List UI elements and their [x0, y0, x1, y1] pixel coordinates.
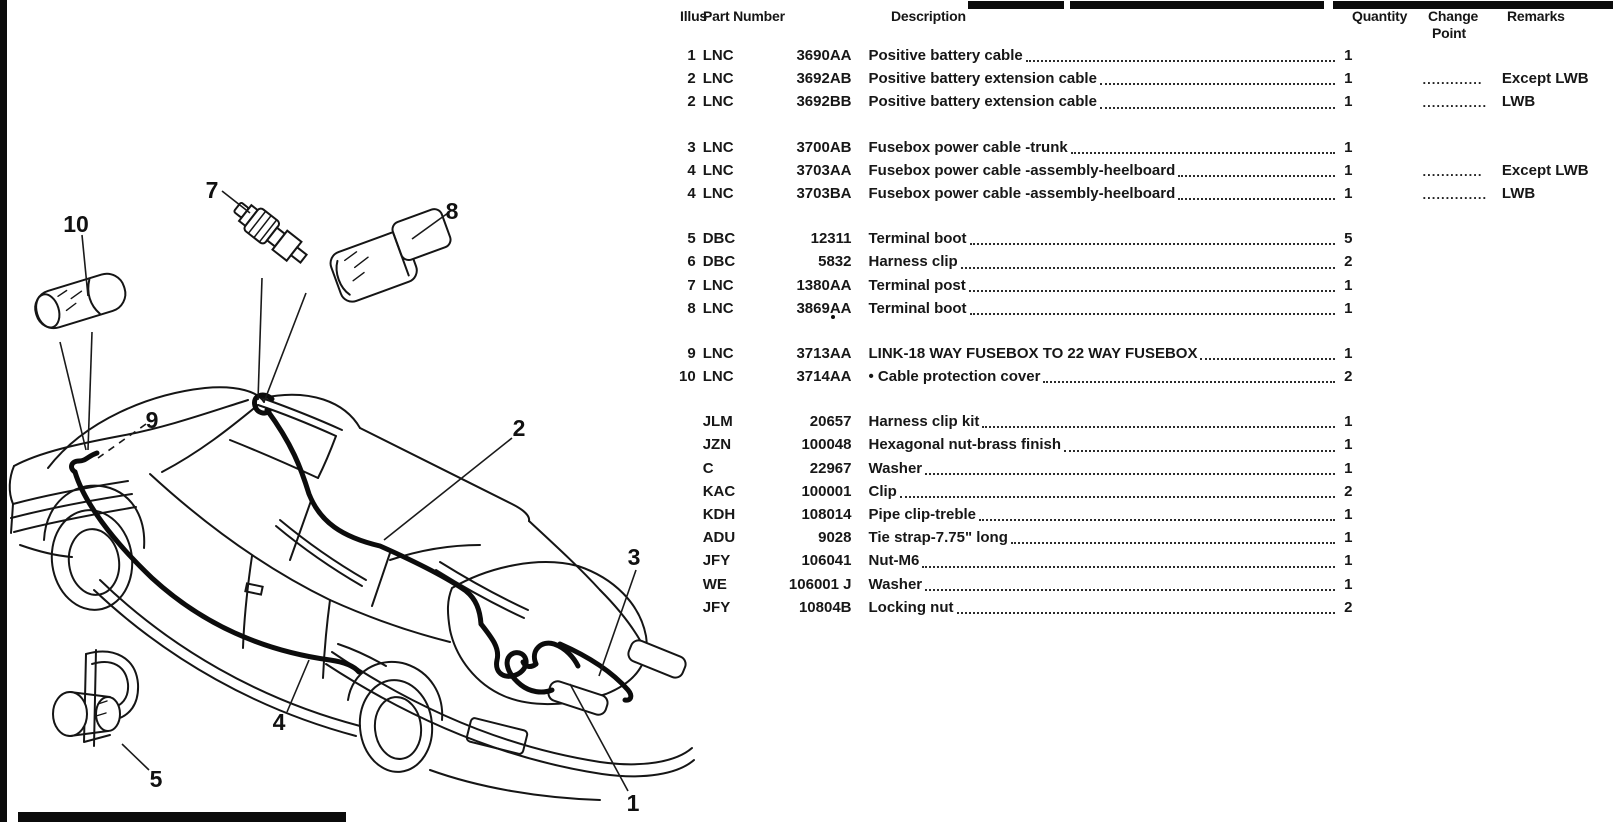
description-text: Pipe clip-treble — [868, 506, 977, 523]
parts-table-row — [662, 365, 1613, 388]
description-text: Locking nut — [868, 598, 954, 616]
description-text: Hexagonal nut-brass finish — [868, 436, 1062, 454]
change-point-dots: ............. — [1422, 72, 1483, 88]
parts-table-row — [662, 433, 1613, 456]
remarks-text — [1502, 342, 1613, 365]
quantity-value: 1 — [1344, 344, 1353, 362]
remarks-text — [1502, 573, 1613, 596]
parts-table-row — [662, 297, 1613, 320]
callout-label-5: 5 — [149, 766, 163, 792]
description-cell — [869, 136, 1353, 159]
dot-leader — [1026, 44, 1335, 62]
illus-number — [662, 410, 696, 433]
illus-number — [662, 596, 696, 619]
illus-number: 5 — [687, 230, 696, 248]
description-cell — [869, 159, 1353, 182]
remarks-text — [1502, 457, 1613, 480]
description-cell — [869, 67, 1353, 90]
quantity-value: 2 — [1344, 253, 1353, 271]
part-digits: 3690AA — [796, 47, 852, 64]
part-number-cell — [703, 549, 852, 572]
dot-leader — [970, 227, 1335, 245]
dot-leader — [970, 297, 1335, 315]
cable-protection-cover-illustration — [31, 269, 130, 332]
change-point-dots — [1423, 596, 1497, 619]
description-cell — [869, 596, 1353, 619]
description-text: Harness clip kit — [868, 413, 980, 431]
change-point-dots — [1423, 44, 1497, 67]
parts-table-row — [662, 274, 1613, 297]
remarks-text — [1502, 410, 1613, 433]
illus-number: 2 — [687, 93, 696, 111]
roof-cable — [267, 410, 481, 624]
part-digits: 3703AA — [796, 161, 852, 179]
quantity-value: 1 — [1344, 506, 1353, 523]
quantity-value: 1 — [1344, 161, 1353, 179]
part-number-cell — [703, 274, 852, 297]
part-digits: 3869AA — [796, 299, 852, 317]
description-cell — [869, 297, 1353, 320]
remarks-text — [1502, 250, 1613, 273]
part-prefix: DBC — [702, 253, 736, 271]
part-number-cell — [703, 503, 852, 526]
dot-leader — [979, 503, 1334, 521]
description-cell — [869, 44, 1353, 67]
change-point-dots — [1423, 136, 1497, 159]
part-prefix: LNC — [702, 93, 734, 111]
change-point-dots — [1423, 480, 1497, 503]
vehicle-line-art — [10, 387, 694, 800]
quantity-value: 1 — [1344, 138, 1353, 156]
part-number-cell — [703, 596, 852, 619]
description-text: Positive battery extension cable — [868, 70, 1097, 88]
part-prefix: LNC — [702, 344, 734, 362]
change-point-dots — [1423, 365, 1497, 388]
header-part-number: Part Number — [703, 8, 785, 24]
part-number-cell — [703, 67, 852, 90]
scan-artifact-left-bar — [0, 0, 7, 822]
quantity-value: 1 — [1344, 276, 1353, 294]
quantity-value: 1 — [1344, 47, 1353, 64]
header-change: Change — [1428, 8, 1479, 24]
part-digits: 9028 — [818, 529, 852, 547]
illus-number: 9 — [687, 344, 696, 362]
quantity-value: 5 — [1344, 230, 1353, 248]
part-digits: 3692AB — [796, 70, 852, 88]
description-cell — [869, 433, 1353, 456]
description-cell — [869, 549, 1353, 572]
part-number-cell — [703, 573, 852, 596]
part-number-cell — [703, 480, 852, 503]
part-digits: 3713AA — [796, 344, 852, 362]
description-cell — [869, 457, 1353, 480]
description-cell — [869, 410, 1353, 433]
parts-table — [662, 44, 1613, 619]
dot-leader — [969, 274, 1335, 292]
cowl-cable-clip — [72, 453, 97, 472]
dot-leader — [1043, 365, 1334, 383]
dot-leader — [1178, 159, 1334, 177]
parts-table-row — [662, 136, 1613, 159]
description-cell — [869, 573, 1353, 596]
change-point-dots — [1423, 274, 1497, 297]
change-point-dots — [1423, 250, 1497, 273]
quantity-value: 1 — [1344, 436, 1353, 454]
header-description: Description — [891, 8, 966, 24]
scan-artifact-bottom-bar — [18, 812, 346, 822]
remarks-text: LWB — [1501, 184, 1536, 202]
part-digits: 5832 — [818, 253, 852, 271]
remarks-text — [1502, 274, 1613, 297]
parts-table-row — [662, 480, 1613, 503]
part-prefix: KAC — [702, 482, 736, 500]
part-number-cell — [703, 526, 852, 549]
description-text: Terminal boot — [868, 230, 967, 248]
dot-leader — [1100, 67, 1335, 85]
parts-table-row — [662, 457, 1613, 480]
change-point-dots: .............. — [1422, 186, 1488, 202]
parts-table-row — [662, 227, 1613, 250]
illus-number: 3 — [687, 138, 696, 156]
dot-leader — [961, 250, 1335, 268]
quantity-value: 1 — [1344, 299, 1353, 317]
harness-cables — [72, 395, 631, 700]
parts-table-row — [662, 573, 1613, 596]
description-text: Washer — [868, 459, 923, 477]
part-number-cell — [703, 227, 852, 250]
parts-table-row — [662, 67, 1613, 90]
dot-leader — [925, 573, 1334, 591]
change-point-dots — [1423, 503, 1497, 526]
remarks-text — [1502, 297, 1613, 320]
description-cell — [869, 365, 1353, 388]
callout-label-8: 8 — [445, 198, 459, 224]
change-point-dots — [1423, 573, 1497, 596]
part-number-cell — [703, 297, 852, 320]
quantity-value: 1 — [1344, 413, 1353, 431]
description-cell — [869, 250, 1353, 273]
description-text: Tie strap-7.75" long — [868, 529, 1008, 547]
illus-number — [662, 433, 696, 456]
part-digits: 20657 — [809, 413, 852, 431]
description-text: Clip — [868, 482, 897, 500]
quantity-value: 1 — [1344, 70, 1353, 88]
part-number-cell — [703, 159, 852, 182]
parts-table-row — [662, 596, 1613, 619]
illus-number — [662, 503, 696, 526]
illus-number: 1 — [687, 47, 696, 64]
harness-clip-illustration — [53, 650, 138, 746]
part-number-cell — [703, 250, 852, 273]
callout-label-7: 7 — [205, 177, 219, 203]
quantity-value: 1 — [1344, 529, 1353, 547]
header-illus: Illus — [680, 8, 708, 24]
parts-table-row — [662, 90, 1613, 113]
parts-table-row — [662, 410, 1613, 433]
change-point-dots — [1423, 342, 1497, 365]
part-prefix: JFY — [702, 552, 731, 570]
header-quantity: Quantity — [1352, 8, 1408, 24]
illus-number: 8 — [687, 299, 696, 317]
illus-number: 4 — [687, 184, 696, 202]
change-point-dots — [1423, 433, 1497, 456]
part-prefix: JLM — [702, 413, 733, 431]
dot-leader — [957, 596, 1335, 614]
part-prefix: ADU — [702, 529, 736, 547]
change-point-dots — [1423, 457, 1497, 480]
parts-table-row — [662, 526, 1613, 549]
remarks-text — [1502, 526, 1613, 549]
illus-number: 2 — [687, 70, 696, 88]
change-point-dots — [1423, 410, 1497, 433]
part-prefix: LNC — [702, 276, 734, 294]
remarks-text: Except LWB — [1501, 161, 1589, 179]
change-point-dots: .............. — [1422, 95, 1488, 111]
remarks-text — [1502, 480, 1613, 503]
illus-number — [662, 457, 696, 480]
dot-leader — [1011, 526, 1335, 544]
illus-number: 4 — [687, 161, 696, 179]
part-digits: 3692BB — [796, 93, 852, 111]
description-cell — [869, 342, 1353, 365]
dot-leader — [922, 549, 1334, 567]
description-text: • Cable protection cover — [868, 368, 1041, 386]
quantity-value: 1 — [1344, 93, 1353, 111]
quantity-value: 2 — [1344, 368, 1353, 386]
description-cell — [869, 274, 1353, 297]
remarks-text: LWB — [1501, 93, 1536, 111]
illus-number — [662, 573, 696, 596]
part-digits: 3703BA — [796, 184, 852, 202]
quantity-value: 2 — [1344, 482, 1353, 500]
header-remarks: Remarks — [1507, 8, 1565, 24]
part-prefix: LNC — [702, 138, 734, 156]
parts-table-row — [662, 342, 1613, 365]
part-digits: 22967 — [809, 459, 852, 477]
change-point-dots — [1423, 227, 1497, 250]
description-text: Fusebox power cable -trunk — [868, 138, 1068, 156]
description-cell — [869, 227, 1353, 250]
part-prefix: JFY — [702, 598, 731, 616]
part-number-cell — [703, 136, 852, 159]
parts-table-row — [662, 159, 1613, 182]
part-number-cell — [703, 342, 852, 365]
part-digits: 100048 — [801, 436, 852, 454]
remarks-text — [1502, 365, 1613, 388]
part-prefix: C — [702, 459, 714, 477]
remarks-text: Except LWB — [1501, 70, 1589, 88]
remarks-text — [1502, 503, 1613, 526]
description-cell — [869, 90, 1353, 113]
change-point-dots: ............. — [1422, 163, 1483, 179]
part-number-cell — [703, 410, 852, 433]
change-point-dots — [1423, 297, 1497, 320]
dot-leader — [900, 480, 1335, 498]
part-prefix: LNC — [702, 70, 734, 88]
callout-label-4: 4 — [272, 709, 286, 735]
terminal-boot-illustration — [324, 207, 459, 305]
remarks-text — [1502, 44, 1613, 67]
parts-table-row — [662, 182, 1613, 205]
part-digits: 3714AA — [796, 368, 852, 386]
illus-number — [662, 549, 696, 572]
part-prefix: LNC — [702, 161, 734, 179]
part-digits: 108014 — [801, 506, 852, 523]
callout-label-3: 3 — [627, 544, 641, 570]
description-text: Nut-M6 — [868, 552, 920, 570]
parts-table-row — [662, 44, 1613, 67]
description-text: Terminal post — [868, 276, 966, 294]
description-cell — [869, 526, 1353, 549]
remarks-text — [1502, 433, 1613, 456]
remarks-text — [1502, 136, 1613, 159]
header-point: Point — [1432, 25, 1466, 41]
description-text: Harness clip — [868, 253, 958, 271]
part-illustrations — [31, 196, 460, 746]
change-point-dots — [1423, 549, 1497, 572]
dot-leader — [1064, 433, 1334, 451]
description-text: Positive battery cable — [868, 47, 1023, 64]
description-text: Washer — [868, 575, 923, 593]
dot-leader — [1100, 90, 1335, 108]
description-text: Positive battery extension cable — [868, 93, 1097, 111]
callout-label-10: 10 — [63, 211, 89, 237]
part-digits: 1380AA — [796, 276, 852, 294]
description-cell — [869, 503, 1353, 526]
dot-leader — [982, 410, 1334, 428]
description-cell — [869, 480, 1353, 503]
dot-leader — [925, 457, 1334, 475]
change-point-dots — [1423, 526, 1497, 549]
parts-table-row — [662, 503, 1613, 526]
parts-table-row — [662, 549, 1613, 572]
part-digits: 106001 J — [788, 575, 852, 593]
illus-number: 6 — [687, 253, 696, 271]
description-text: Fusebox power cable -assembly-heelboard — [868, 161, 1176, 179]
part-prefix: KDH — [702, 506, 736, 523]
remarks-text — [1502, 549, 1613, 572]
dot-leader — [1178, 182, 1334, 200]
part-number-cell — [703, 457, 852, 480]
trunk-cable-loops — [481, 624, 552, 692]
part-prefix: LNC — [702, 47, 734, 64]
quantity-value: 2 — [1344, 598, 1353, 616]
part-digits: 12311 — [810, 230, 852, 248]
illus-number — [662, 526, 696, 549]
battery-cable-hook — [523, 662, 536, 666]
part-prefix: DBC — [702, 230, 736, 248]
part-prefix: LNC — [702, 184, 734, 202]
dot-leader — [1071, 136, 1335, 154]
callout-label-9: 9 — [145, 407, 159, 433]
part-number-cell — [703, 182, 852, 205]
part-digits: 3700AB — [796, 138, 852, 156]
description-text: Fusebox power cable -assembly-heelboard — [868, 184, 1176, 202]
part-number-cell — [703, 90, 852, 113]
part-digits: 10804B — [798, 598, 852, 616]
part-prefix: WE — [702, 575, 727, 593]
part-prefix: LNC — [702, 368, 734, 386]
part-number-cell — [703, 365, 852, 388]
part-prefix: JZN — [702, 436, 732, 454]
quantity-value: 1 — [1344, 459, 1353, 477]
part-prefix: LNC — [702, 299, 734, 317]
description-text: Terminal boot — [868, 299, 967, 317]
illus-number: 10 — [679, 368, 696, 386]
illus-number — [662, 480, 696, 503]
remarks-text — [1502, 596, 1613, 619]
callout-label-2: 2 — [512, 415, 526, 441]
illus-number: 7 — [687, 276, 696, 294]
callout-label-1: 1 — [626, 790, 640, 816]
description-text: LINK-18 WAY FUSEBOX TO 22 WAY FUSEBOX — [868, 344, 1198, 362]
part-digits: 106041 — [801, 552, 852, 570]
part-number-cell — [703, 44, 852, 67]
quantity-value: 1 — [1344, 552, 1353, 570]
dot-leader — [1200, 342, 1334, 360]
description-cell — [869, 182, 1353, 205]
quantity-value: 1 — [1344, 184, 1353, 202]
part-digits: 100001 — [801, 482, 852, 500]
quantity-value: 1 — [1344, 575, 1353, 593]
parts-table-row — [662, 250, 1613, 273]
part-number-cell — [703, 433, 852, 456]
remarks-text — [1502, 227, 1613, 250]
